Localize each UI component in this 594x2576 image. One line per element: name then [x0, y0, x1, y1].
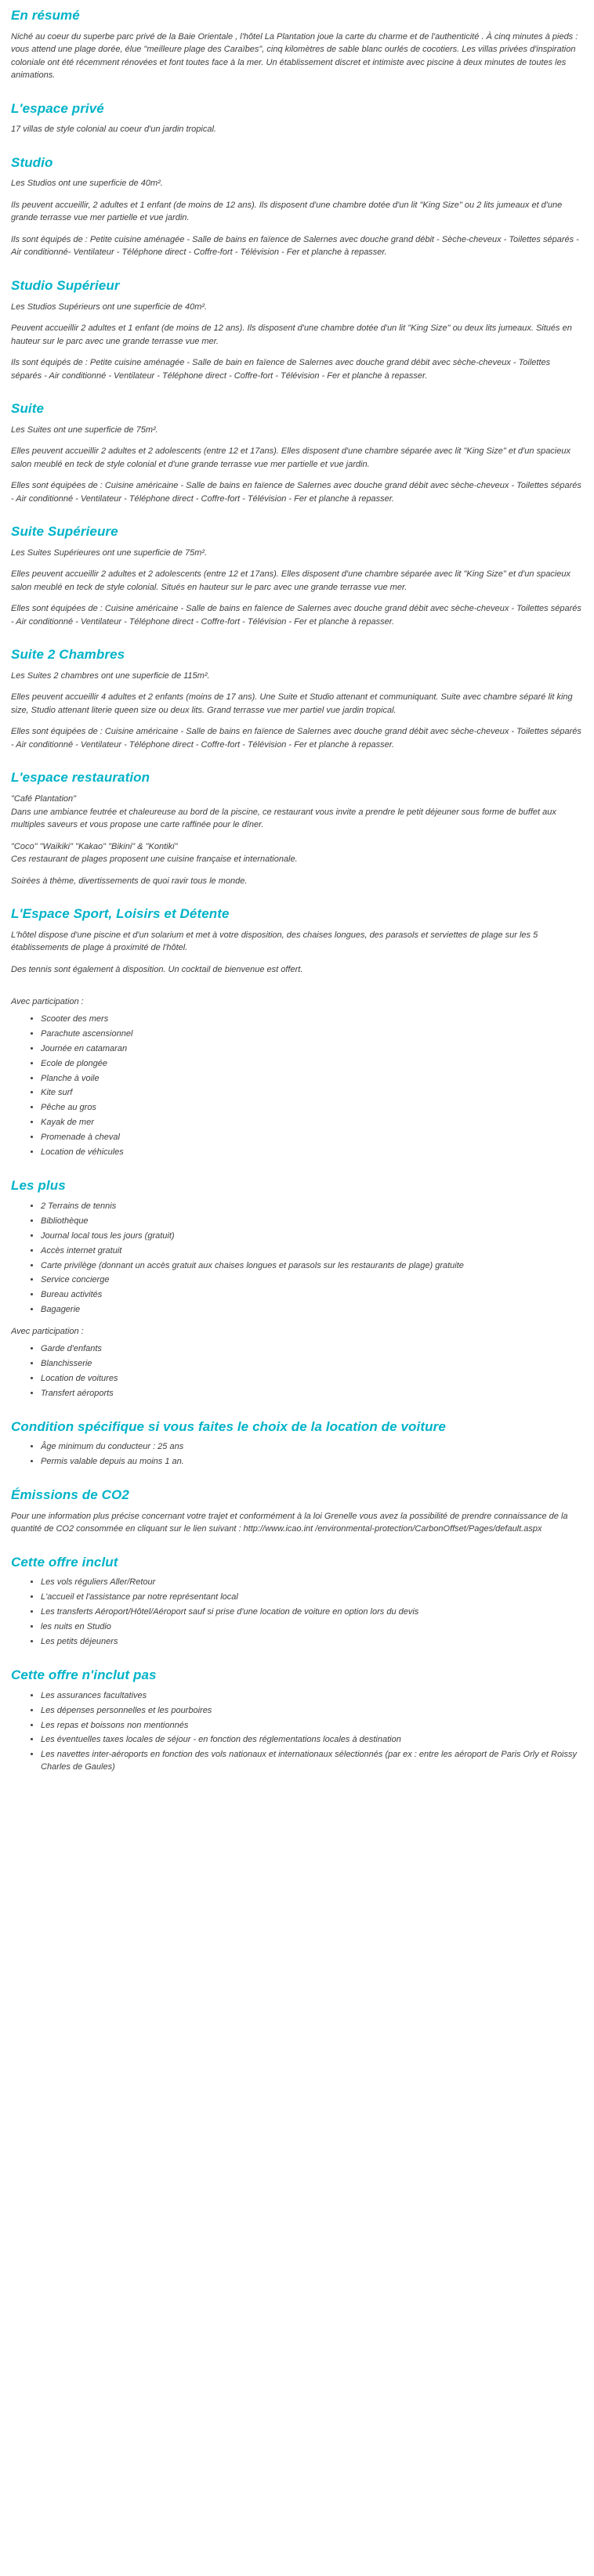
section-title-espace-restauration: L'espace restauration: [11, 770, 150, 786]
paragraph: Les Suites ont une superficie de 75m².: [11, 425, 158, 435]
list-item: • Promenade à cheval: [41, 1132, 583, 1144]
section-title-offre-ninclut-pas: Cette offre n'inclut pas: [11, 1667, 157, 1683]
list-item: • Transfert aéroports: [41, 1388, 583, 1400]
section-espace-restauration: [11, 768, 583, 887]
section-title-espace-prive: L'espace privé: [11, 100, 104, 116]
list-item: • Scooter des mers: [41, 1013, 583, 1026]
section-title-emissions-co2: Émissions de CO2: [11, 1487, 129, 1503]
paragraph: Ces restaurant de plages proposent une cuisine française et internationale.: [11, 854, 298, 865]
les-plus-list: [11, 1201, 583, 1317]
section-title-studio-superieur: Studio Supérieur: [11, 277, 120, 293]
participation-label: Avec participation :: [11, 1327, 84, 1337]
list-item: • Kite surf: [41, 1087, 583, 1100]
list-item: • Âge minimum du conducteur : 25 ans: [41, 1441, 583, 1454]
beach-restaurant-names: "Coco" "Waikiki" "Kakao" "Bikini" & "Kontiki": [11, 841, 178, 851]
list-item: • Bureau activités: [41, 1289, 583, 1302]
section-title-suite-superieure: Suite Supérieure: [11, 524, 118, 540]
list-item: • L'accueil et l'assistance par notre représentant local: [41, 1591, 583, 1604]
paragraph: Des tennis sont également à disposition. Un cocktail de bienvenue est offert.: [11, 964, 303, 974]
paragraph: Elles sont équipées de : Cuisine américaine - Salle de bains en faïence de Salernes avec douche grand débit avec sèche-cheveux - Toilettes séparés - Air conditionné - Ventilateur - Téléphone direct - Coffre-fort - Télévision - Fer et planche à repasser.: [11, 604, 581, 627]
section-title-suite: Suite: [11, 401, 45, 417]
paragraph: Elles sont équipées de : Cuisine américaine - Salle de bains en faïence de Salernes avec douche grand débit avec sèche-cheveux - Toilettes séparés - Air conditionné - Ventilateur - Téléphone direct - Coffre-fort - Télévision - Fer et planche à repasser.: [11, 727, 581, 750]
section-studio-superieur: [11, 276, 583, 382]
paragraph: Ils peuvent accueillir, 2 adultes et 1 enfant (de moins de 12 ans). Ils disposent d'une chambre dotée d'un lit "King Size" ou 2 lits jumeaux et d'une grande terrasse vue mer partielle et vue jardin.: [11, 200, 563, 223]
section-title-espace-sport: L'Espace Sport, Loisirs et Détente: [11, 906, 230, 922]
paragraph: Peuvent accueillir 2 adultes et 1 enfant (de moins de 12 ans). Ils disposent d'une chambre dotée d'un lit "King Size" ou deux lits jumeaux. Situés en hauteur sur le parc avec une grande terrasse vue mer.: [11, 323, 572, 346]
section-title-studio: Studio: [11, 154, 53, 170]
section-suite-2-chambres: [11, 645, 583, 751]
activities-list: [11, 1013, 583, 1159]
section-offre-ninclut-pas: [11, 1666, 583, 1774]
list-item: • Bagagerie: [41, 1304, 583, 1317]
list-item: • les nuits en Studio: [41, 1621, 583, 1634]
section-studio: [11, 154, 583, 259]
list-item: • Ecole de plongée: [41, 1058, 583, 1071]
list-item: • Garde d'enfants: [41, 1343, 583, 1356]
section-emissions-co2: [11, 1486, 583, 1536]
paid-services-list: [11, 1343, 583, 1400]
section-les-plus: [11, 1176, 583, 1400]
paragraph: Elles peuvent accueillir 4 adultes et 2 enfants (moins de 17 ans). Une Suite et Studio attenant et communiquant. Suite avec chambre séparé lit king size, Studio attenant literie queen size ou deux lits. Grand terrasse vue mer partiel vue jardin tropical.: [11, 692, 573, 715]
excluded-list: [11, 1690, 583, 1775]
spacer: [11, 985, 583, 995]
list-item: • Journée en catamaran: [41, 1043, 583, 1056]
participation-label: Avec participation :: [11, 997, 84, 1007]
section-suite: [11, 399, 583, 505]
list-item: • Les repas et boissons non mentionnés: [41, 1720, 583, 1732]
paragraph: Soirées à thème, divertissements de quoi ravir tous le monde.: [11, 876, 248, 886]
list-item: • Les dépenses personnelles et les pourboires: [41, 1705, 583, 1718]
paragraph: Elles sont équipées de : Cuisine américaine - Salle de bains en faïence de Salernes avec douche grand débit avec sèche-cheveux - Toilettes séparés - Air conditionné - Ventilateur - Téléphone direct - Coffre-fort - Télévision - Fer et planche à repasser.: [11, 481, 581, 504]
section-title-en-resume: En résumé: [11, 8, 80, 23]
list-item: • Les éventuelles taxes locales de séjour - en fonction des réglementations locales à destination: [41, 1734, 583, 1747]
list-item: • Location de voitures: [41, 1373, 583, 1386]
section-offre-inclut: [11, 1553, 583, 1649]
paragraph: Les Suites 2 chambres ont une superficie de 115m².: [11, 670, 210, 681]
section-espace-prive: [11, 99, 583, 136]
section-title-condition-location-voiture: Condition spécifique si vous faites le choix de la location de voiture: [11, 1418, 446, 1434]
list-item: • Kayak de mer: [41, 1117, 583, 1129]
conditions-list: [11, 1441, 583, 1469]
list-item: • Les transferts Aéroport/Hôtel/Aéroport sauf si prise d'une location de voiture en option lors du devis: [41, 1606, 583, 1619]
paragraph: Les Suites Supérieures ont une superficie de 75m².: [11, 547, 208, 558]
section-condition-location-voiture: [11, 1418, 583, 1469]
list-item: • Pêche au gros: [41, 1102, 583, 1115]
list-item: • Carte privilège (donnant un accès gratuit aux chaises longues et parasols sur les restaurants de plage) gratuite: [41, 1260, 583, 1273]
paragraph: Ils sont équipés de : Petite cuisine aménagée - Salle de bains en faïence de Salernes avec douche grand débit - Sèche-cheveux - Toilettes séparés - Air conditionné- Ventilateur - Téléphone direct - Coffre-fort - Télévision - Fer et planche à repasser.: [11, 234, 579, 258]
list-item: • Parachute ascensionnel: [41, 1028, 583, 1041]
list-item: • 2 Terrains de tennis: [41, 1201, 583, 1213]
section-espace-sport: [11, 905, 583, 1159]
section-suite-superieure: [11, 522, 583, 628]
list-item: • Planche à voile: [41, 1073, 583, 1086]
paragraph: Niché au coeur du superbe parc privé de la Baie Orientale , l'hôtel La Plantation joue la carte du charme et de l'authenticité . À cinq minutes à pieds : vous attend une plage dorée, élue "meilleure plage des Caraïbes", cinq kilomètres de sable blanc ourlés de cocotiers. Les villas privées d'inspiration coloniale ont été récemment rénovées et font toutes face à la mer. Un établissement discret et intimiste avec piscine à deux minutes de toutes les animations.: [11, 31, 578, 81]
paragraph: L'hôtel dispose d'une piscine et d'un solarium et met à votre disposition, des chaises longues, des parasols et serviettes de plage sur les 5 établissements de plage à proximité de l'hôtel.: [11, 930, 538, 953]
list-item: • Les vols réguliers Aller/Retour: [41, 1577, 583, 1589]
paragraph: Les Studios ont une superficie de 40m².: [11, 179, 163, 189]
list-item: • Les assurances facultatives: [41, 1690, 583, 1703]
section-en-resume: [11, 6, 583, 82]
paragraph: Pour une information plus précise concernant votre trajet et conformément à la loi Grenelle vous avez la possibilité de prendre connaissance de la quantité de CO2 consommée en cliquant sur le lien suivant : http://www.icao.int /environmental-protection/CarbonOffset/Pages/default.aspx: [11, 1511, 568, 1534]
list-item: • Service concierge: [41, 1274, 583, 1287]
list-item: • Bibliothèque: [41, 1216, 583, 1228]
list-item: • Journal local tous les jours (gratuit): [41, 1230, 583, 1243]
paragraph: Les Studios Supérieurs ont une superficie de 40m².: [11, 302, 208, 312]
list-item: • Les navettes inter-aéroports en fonction des vols nationaux et internationaux sélectionnés (par ex : entre les aéroport de Paris Orly et Roissy Charles de Gaules): [41, 1749, 583, 1774]
list-item: • Permis valable depuis au moins 1 an.: [41, 1456, 583, 1469]
paragraph: Elles peuvent accueillir 2 adultes et 2 adolescents (entre 12 et 17ans). Elles disposent d'une chambre séparée avec lit "King Size" et d'un spacieux salon meublé en teck de style colonial. Situés en hauteur sur le parc avec une grande terrasse vue mer.: [11, 569, 570, 592]
paragraph: Elles peuvent accueillir 2 adultes et 2 adolescents (entre 12 et 17ans). Elles disposent d'une chambre séparée avec lit "King Size" et d'un spacieux salon meublé en teck de style colonial et d'une grande terrasse vue mer partielle et vue jardin.: [11, 446, 570, 469]
paragraph: Dans une ambiance feutrée et chaleureuse au bord de la piscine, ce restaurant vous invite a prendre le petit déjeuner sous forme de buffet aux multiples saveurs et vous propose une carte raffinée pour le dîner.: [11, 807, 556, 830]
list-item: • Les petits déjeuners: [41, 1636, 583, 1649]
included-list: [11, 1577, 583, 1649]
list-item: • Location de véhicules: [41, 1147, 583, 1159]
list-item: • Blanchisserie: [41, 1358, 583, 1371]
restaurant-name: "Café Plantation": [11, 794, 77, 804]
section-title-les-plus: Les plus: [11, 1178, 66, 1194]
section-title-offre-inclut: Cette offre inclut: [11, 1554, 118, 1570]
list-item: • Accès internet gratuit: [41, 1245, 583, 1258]
paragraph: 17 villas de style colonial au coeur d'un jardin tropical.: [11, 125, 216, 135]
section-title-suite-2-chambres: Suite 2 Chambres: [11, 647, 125, 663]
paragraph: Ils sont équipés de : Petite cuisine aménagée - Salle de bain en faïence de Salernes avec douche grand débit avec sèche-cheveux - Toilettes séparés - Air conditionné - Ventilateur - Téléphone direct - Coffre-fort - Télévision - Fer et planche à repasser.: [11, 358, 551, 381]
